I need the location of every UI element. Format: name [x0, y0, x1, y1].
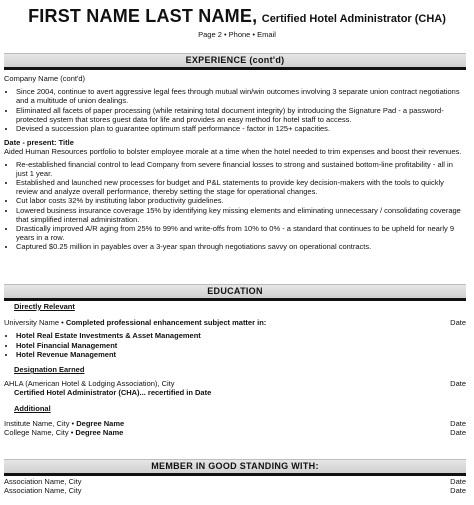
association-row	[4, 477, 466, 486]
list-item: • Re-established financial control to lead Company from severe financial losses to strong and sustained bottom-line profitability - all in just 1 year.	[16, 160, 466, 178]
ahla-row	[4, 379, 466, 388]
institute-date: Date	[450, 418, 466, 428]
list-item: • Eliminated all facets of paper processing (while retaining total document integrity) by introducing the Signature Pad - a password-protected system that stores guest data for life and provides an easy method for hotel staff to access.	[16, 106, 466, 124]
cha-line: Certified Hotel Administrator (CHA)... recertified in Date	[14, 388, 212, 398]
list-item: • Lowered business insurance coverage 15% by identifying key missing elements and eliminating unnecessary / consolidating coverage that simplified internal administration.	[16, 206, 466, 224]
ahla-line: AHLA (American Hotel & Lodging Association), City	[4, 379, 175, 389]
education-section	[4, 302, 466, 437]
association-name: Association Name, City	[4, 486, 82, 496]
list-item: • Hotel Financial Management	[16, 341, 466, 350]
institute-degree: Degree Name	[76, 418, 125, 428]
experience-bullets-1	[4, 87, 466, 133]
list-item: • Established and launched new processes for budget and P&L statements to provide key decision-makers with the tools to quickly review and analyze overall performance, thereby setting the stage for operational changes.	[16, 178, 466, 196]
university-detail: Completed professional enhancement subject matter in:	[65, 318, 267, 328]
association-row	[4, 486, 466, 495]
course-list	[4, 331, 466, 359]
list-item: • Drastically improved A/R aging from 25% to 99% and write-offs from 10% to 0% - a standard that continues to be upheld for nearly 9 years in a row.	[16, 224, 466, 242]
job-summary: Aided Human Resources portfolio to bolster employee morale at a time when the hotel needed to trim expenses and boost their revenues.	[4, 147, 462, 157]
list-item: • Hotel Real Estate Investments & Asset Management	[16, 331, 466, 340]
membership-section	[4, 477, 466, 495]
job-title: Date - present: Title	[4, 138, 74, 148]
college-date: Date	[450, 428, 466, 438]
list-item: • Devised a succession plan to guarantee optimum staff performance - factor in 125+ capacities.	[16, 124, 466, 133]
company-name: Company Name (cont'd)	[4, 74, 86, 83]
college-name: College Name, City •	[4, 428, 76, 438]
college-row	[4, 428, 466, 437]
candidate-name: FIRST NAME LAST NAME,	[28, 6, 258, 26]
directly-relevant-label: Directly Relevant	[14, 302, 75, 311]
association-date: Date	[450, 477, 466, 486]
university-row	[4, 318, 466, 327]
list-item: • Hotel Revenue Management	[16, 350, 466, 359]
experience-bullets-2	[4, 160, 466, 252]
college-degree: Degree Name	[75, 428, 124, 438]
list-item: • Cut labor costs 32% by instituting labor productivity guidelines.	[16, 196, 466, 205]
association-name: Association Name, City	[4, 477, 82, 486]
contact-line: Page 2 • Phone • Email	[198, 30, 276, 39]
education-heading: EDUCATION	[4, 284, 466, 301]
university-date: Date	[450, 318, 466, 328]
additional-label: Additional	[14, 403, 51, 413]
university-name: University Name •	[4, 318, 66, 328]
ahla-date: Date	[450, 379, 466, 389]
institute-name: Institute Name, City •	[4, 418, 77, 428]
list-item: • Captured $0.25 million in payables over a 3-year span through negotiations savvy on operational contracts.	[16, 242, 466, 251]
list-item: • Since 2004, continue to avert aggressive legal fees through mutual win/win outcomes involving 3 separate union contract negotiations and a multitude of union dealings.	[16, 87, 466, 105]
candidate-credential: Certified Hotel Administrator (CHA)	[261, 13, 446, 25]
resume-header	[0, 0, 474, 39]
experience-section	[4, 74, 466, 252]
association-date: Date	[450, 486, 466, 496]
experience-heading: EXPERIENCE (cont'd)	[4, 53, 466, 70]
designation-label: Designation Earned	[14, 365, 85, 375]
institute-row	[4, 419, 466, 428]
membership-heading: MEMBER IN GOOD STANDING WITH:	[4, 459, 466, 476]
